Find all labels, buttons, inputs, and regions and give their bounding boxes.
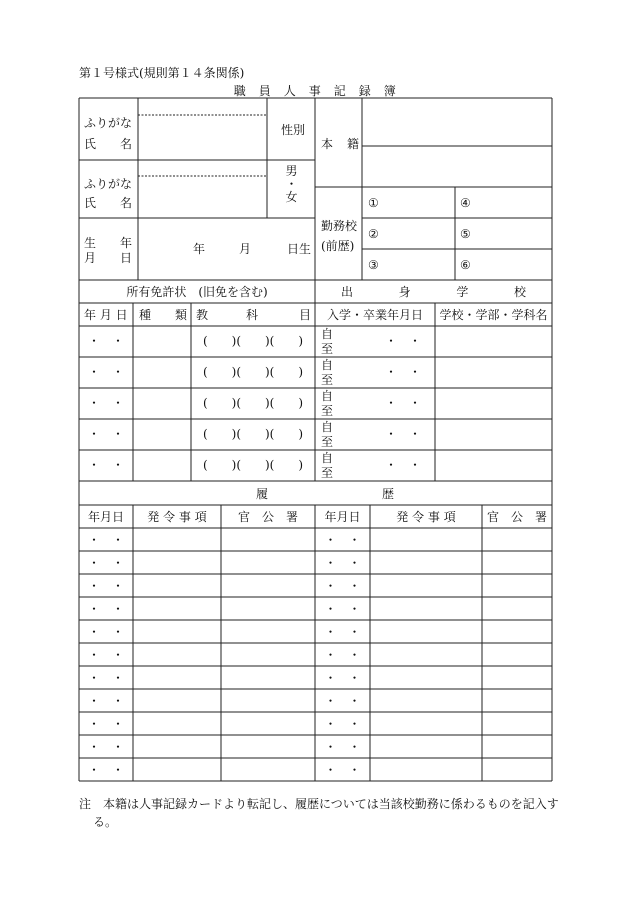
prev-school-input-2[interactable] <box>384 219 454 247</box>
history-office-input-left[interactable] <box>222 621 314 642</box>
school-from-label: 自 <box>321 358 334 372</box>
school-to-label: 至 <box>321 342 334 356</box>
history-row-date-left: ・ ・ <box>87 602 124 616</box>
license-col-date: 年 月 日 <box>84 308 128 322</box>
school-name-input[interactable] <box>436 451 551 480</box>
history-order-input-left[interactable] <box>134 644 220 665</box>
history-row-date-right: ・ ・ <box>324 671 361 685</box>
history-row-date-right: ・ ・ <box>324 763 361 777</box>
history-office-input-left[interactable] <box>222 598 314 619</box>
gender-options: 男 ・ 女 <box>285 164 298 204</box>
history-office-input-left[interactable] <box>222 690 314 711</box>
history-section-title <box>256 487 394 501</box>
history-row-date-right: ・ ・ <box>324 625 361 639</box>
furigana-label: ふりがな <box>84 116 133 130</box>
history-office-input-right[interactable] <box>483 713 551 734</box>
history-order-input-right[interactable] <box>371 529 481 550</box>
license-row-date: ・ ・ <box>87 427 124 441</box>
history-office-input-left[interactable] <box>222 552 314 573</box>
prev-school-input-3[interactable] <box>384 250 454 278</box>
school-from-label: 自 <box>321 389 334 403</box>
history-office-input-left[interactable] <box>222 529 314 550</box>
license-col-subject-2: 科 <box>246 308 259 322</box>
history-order-input-left[interactable] <box>134 621 220 642</box>
school-to-label: 至 <box>321 404 334 418</box>
school-name-input[interactable] <box>436 327 551 356</box>
license-row-date: ・ ・ <box>87 334 124 348</box>
license-type-input[interactable] <box>134 358 190 387</box>
history-order-input-left[interactable] <box>134 667 220 688</box>
history-office-input-right[interactable] <box>483 621 551 642</box>
prev-school-input-4[interactable] <box>476 188 566 216</box>
birth-day-label: 日生 <box>287 242 312 256</box>
license-row-subject: ( )( )( ) <box>202 396 304 410</box>
license-row-subject: ( )( )( ) <box>202 334 304 348</box>
birth-year-label: 年 <box>193 242 206 256</box>
school-row-date: ・ ・ <box>385 365 422 379</box>
history-office-input-right[interactable] <box>483 552 551 573</box>
history-order-input-right[interactable] <box>371 759 481 780</box>
school-from-label: 自 <box>321 327 334 341</box>
history-order-input-right[interactable] <box>371 690 481 711</box>
name-label-left-2: 氏 <box>84 196 97 210</box>
school-name-input[interactable] <box>436 389 551 418</box>
school-to-label: 至 <box>321 373 334 387</box>
license-type-input[interactable] <box>134 420 190 449</box>
prev-school-number-2: ② <box>368 227 379 241</box>
history-order-input-left[interactable] <box>134 690 220 711</box>
history-row-date-left: ・ ・ <box>87 717 124 731</box>
name-label-right: 名 <box>120 137 133 151</box>
history-row-date-left: ・ ・ <box>87 533 124 547</box>
history-row-date-left: ・ ・ <box>87 648 124 662</box>
history-order-input-left[interactable] <box>134 713 220 734</box>
history-office-input-left[interactable] <box>222 736 314 757</box>
school-to-label: 至 <box>321 435 334 449</box>
prev-school-number-3: ③ <box>368 258 379 272</box>
history-office-input-right[interactable] <box>483 598 551 619</box>
license-row-subject: ( )( )( ) <box>202 365 304 379</box>
history-office-input-left[interactable] <box>222 713 314 734</box>
school-col-name: 学校・学部・学科名 <box>439 308 548 322</box>
history-title-char: 歴 <box>381 487 394 501</box>
prev-school-input-5[interactable] <box>476 219 566 247</box>
school-name-input[interactable] <box>436 420 551 449</box>
history-col-office-right: 官 公 署 <box>486 510 547 524</box>
history-row-date-right: ・ ・ <box>324 740 361 754</box>
history-order-input-right[interactable] <box>371 713 481 734</box>
history-row-date-left: ・ ・ <box>87 763 124 777</box>
license-row-subject: ( )( )( ) <box>202 458 304 472</box>
history-order-input-left[interactable] <box>134 575 220 596</box>
prev-school-label-1: 勤務校 <box>321 219 358 233</box>
history-order-input-right[interactable] <box>371 644 481 665</box>
license-type-input[interactable] <box>134 327 190 356</box>
school-title-char: 身 <box>398 285 411 299</box>
history-office-input-right[interactable] <box>483 690 551 711</box>
history-order-input-left[interactable] <box>134 736 220 757</box>
history-office-input-left[interactable] <box>222 667 314 688</box>
license-section-title: 所有免許状 (旧免を含む) <box>126 285 268 299</box>
furigana-label-2: ふりがな <box>84 177 133 191</box>
history-title-char: 履 <box>256 487 269 501</box>
honseki-label-1: 本 <box>321 137 334 151</box>
prev-school-input-1[interactable] <box>384 188 454 216</box>
honseki-input-2[interactable] <box>363 147 551 186</box>
history-row-date-right: ・ ・ <box>324 579 361 593</box>
furigana-input-1[interactable] <box>139 99 266 115</box>
footnote-line-2: る。 <box>93 815 118 829</box>
history-col-office-left: 官 公 署 <box>237 510 298 524</box>
license-row-date: ・ ・ <box>87 365 124 379</box>
history-row-date-right: ・ ・ <box>324 602 361 616</box>
history-row-date-right: ・ ・ <box>324 533 361 547</box>
school-to-label: 至 <box>321 466 334 480</box>
history-order-input-left[interactable] <box>134 529 220 550</box>
license-col-subject-3: 目 <box>299 308 312 322</box>
history-row-date-right: ・ ・ <box>324 556 361 570</box>
license-row-date: ・ ・ <box>87 396 124 410</box>
name-input-2[interactable] <box>139 177 266 217</box>
history-row-date-left: ・ ・ <box>87 579 124 593</box>
license-row-subject: ( )( )( ) <box>202 427 304 441</box>
history-order-input-left[interactable] <box>134 598 220 619</box>
history-col-order-left: 発 令 事 項 <box>147 510 207 524</box>
school-row-date: ・ ・ <box>385 334 422 348</box>
history-row-date-right: ・ ・ <box>324 648 361 662</box>
prev-school-number-1: ① <box>368 196 379 210</box>
school-title-char: 校 <box>513 285 526 299</box>
school-from-label: 自 <box>321 451 334 465</box>
name-label-right-2: 名 <box>120 196 133 210</box>
license-col-subject-1: 教 <box>196 308 209 322</box>
history-order-input-right[interactable] <box>371 667 481 688</box>
history-row-date-left: ・ ・ <box>87 671 124 685</box>
name-label-left: 氏 <box>84 137 97 151</box>
history-office-input-right[interactable] <box>483 759 551 780</box>
history-order-input-right[interactable] <box>371 552 481 573</box>
school-section-title <box>341 285 526 299</box>
school-row-date: ・ ・ <box>385 427 422 441</box>
form-number: 第１号様式(規則第１４条関係) <box>79 66 245 80</box>
prev-school-number-4: ④ <box>460 196 471 210</box>
footnote <box>79 795 559 831</box>
history-office-input-left[interactable] <box>222 575 314 596</box>
birth-month-label: 月 <box>239 242 252 256</box>
school-row-date: ・ ・ <box>385 396 422 410</box>
history-col-order-right: 発 令 事 項 <box>396 510 456 524</box>
license-type-input[interactable] <box>134 389 190 418</box>
school-title-char: 学 <box>456 285 469 299</box>
history-row-date-right: ・ ・ <box>324 694 361 708</box>
history-order-input-left[interactable] <box>134 552 220 573</box>
history-col-date-left: 年月日 <box>87 510 124 524</box>
history-order-input-right[interactable] <box>371 736 481 757</box>
history-office-input-right[interactable] <box>483 644 551 665</box>
license-type-input[interactable] <box>134 451 190 480</box>
gender-label: 性別 <box>281 123 306 137</box>
history-order-input-right[interactable] <box>371 598 481 619</box>
history-row-date-right: ・ ・ <box>324 717 361 731</box>
birth-label-2: 月 日 <box>84 251 133 265</box>
school-name-input[interactable] <box>436 358 551 387</box>
history-order-input-left[interactable] <box>134 759 220 780</box>
history-office-input-right[interactable] <box>483 529 551 550</box>
honseki-input-1[interactable] <box>363 99 551 145</box>
prev-school-label-2: (前歴) <box>321 239 355 253</box>
page-title: 職 員 人 事 記 録 簿 <box>233 84 397 98</box>
history-office-input-right[interactable] <box>483 736 551 757</box>
history-office-input-right[interactable] <box>483 667 551 688</box>
name-input-1[interactable] <box>139 116 266 159</box>
prev-school-input-6[interactable] <box>476 250 566 278</box>
license-col-type: 種 類 <box>139 308 188 322</box>
honseki-label-2: 籍 <box>347 137 360 151</box>
school-col-dates: 入学・卒業年月日 <box>326 308 423 322</box>
history-office-input-right[interactable] <box>483 575 551 596</box>
history-row-date-left: ・ ・ <box>87 694 124 708</box>
history-order-input-right[interactable] <box>371 621 481 642</box>
history-row-date-left: ・ ・ <box>87 556 124 570</box>
history-office-input-left[interactable] <box>222 644 314 665</box>
history-row-date-left: ・ ・ <box>87 740 124 754</box>
history-col-date-right: 年月日 <box>324 510 361 524</box>
history-row-date-left: ・ ・ <box>87 625 124 639</box>
prev-school-number-6: ⑥ <box>460 258 471 272</box>
prev-school-number-5: ⑤ <box>460 227 471 241</box>
birth-label-1: 生 年 <box>84 236 133 250</box>
school-title-char: 出 <box>341 285 354 299</box>
school-row-date: ・ ・ <box>385 458 422 472</box>
license-row-date: ・ ・ <box>87 458 124 472</box>
school-from-label: 自 <box>321 420 334 434</box>
furigana-input-2[interactable] <box>139 161 266 176</box>
history-office-input-left[interactable] <box>222 759 314 780</box>
footnote-line-1: 注 本籍は人事記録カードより転記し、履歴については当該校勤務に係わるものを記入す <box>79 797 559 811</box>
history-order-input-right[interactable] <box>371 575 481 596</box>
